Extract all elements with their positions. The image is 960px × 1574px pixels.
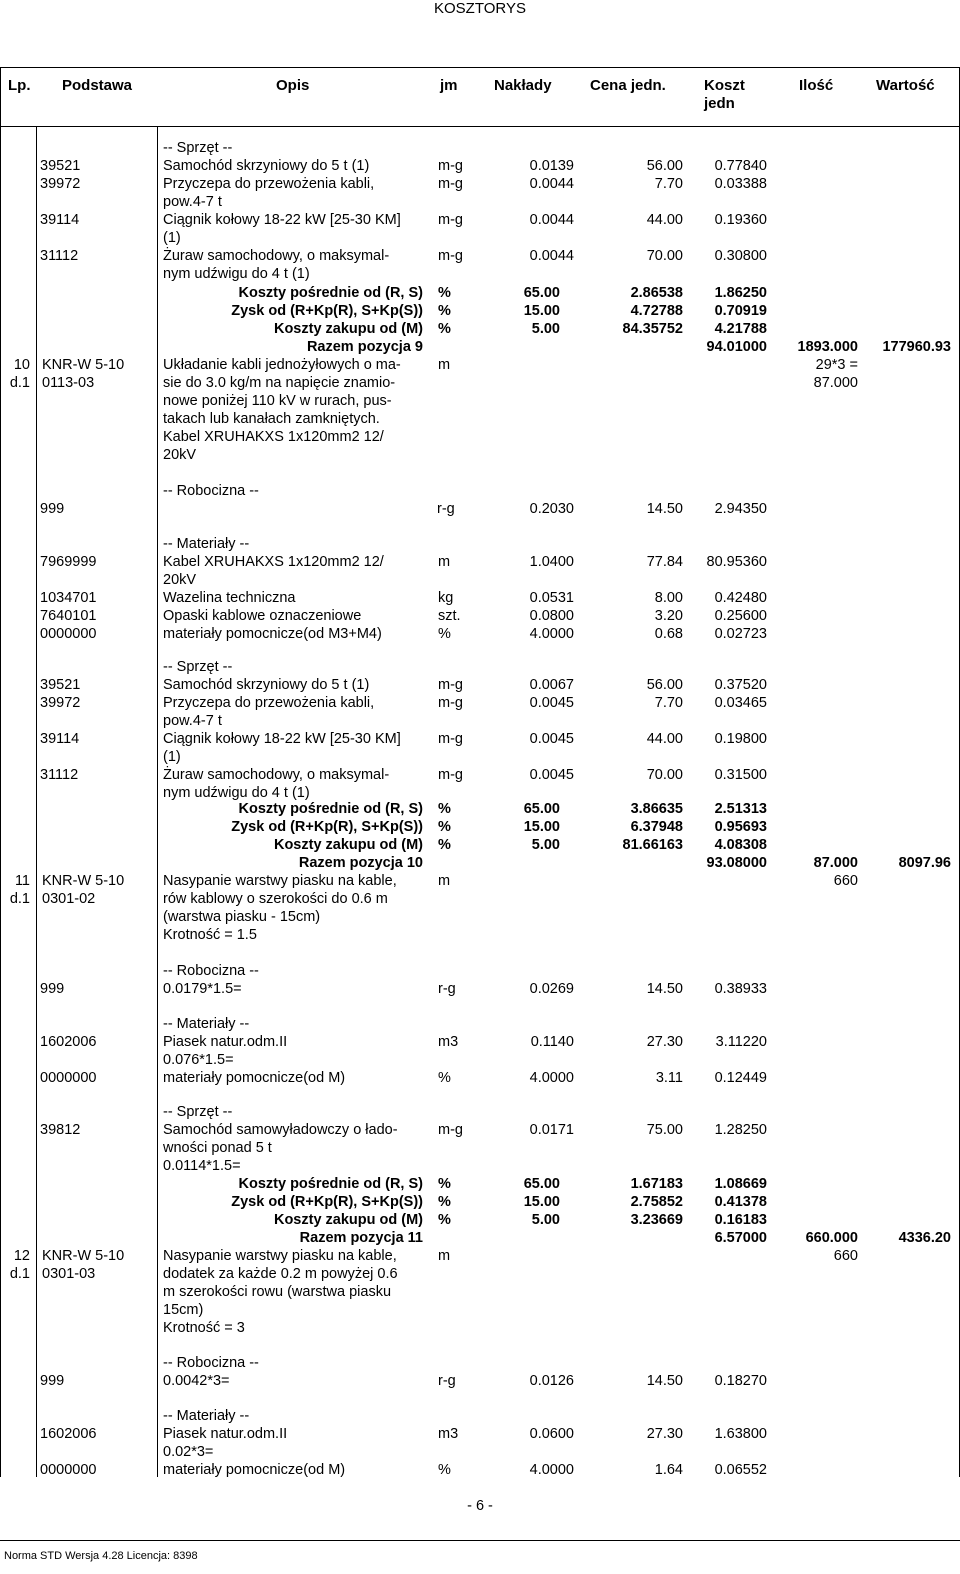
jm: m — [438, 873, 451, 889]
summary-label: Koszty zakupu od (M) — [273, 321, 423, 337]
naklady: 0.1140 — [530, 1034, 574, 1050]
koszt-jedn: 0.38933 — [714, 981, 767, 997]
opis-text: Piasek natur.odm.II — [163, 1426, 288, 1442]
resource-code: 39972 — [40, 176, 81, 192]
section-label: -- Sprzęt -- — [163, 1104, 233, 1120]
opis-text: m szerokości rowu (warstwa piasku — [163, 1284, 392, 1300]
koszt-jedn: 0.25600 — [714, 608, 767, 624]
col-wartosc: Wartość — [876, 77, 935, 94]
jm: % — [438, 837, 451, 853]
koszt-jedn: 2.94350 — [714, 501, 767, 517]
cena-jedn: 3.23669 — [630, 1212, 683, 1228]
koszt-jedn: 0.19800 — [714, 731, 767, 747]
koszt-jedn: 0.31500 — [714, 767, 767, 783]
razem-pozycja: Razem pozycja 9 — [306, 339, 423, 355]
opis-text: Żuraw samochodowy, o maksymal- — [163, 767, 390, 783]
summary-label: Zysk od (R+Kp(R), S+Kp(S)) — [231, 303, 423, 319]
koszt-jedn: 2.51313 — [714, 801, 767, 817]
percent: 65.00 — [523, 285, 560, 301]
koszt-jedn: 0.02723 — [714, 626, 767, 642]
koszt-jedn: 0.03465 — [714, 695, 767, 711]
cena-jedn: 44.00 — [646, 731, 683, 747]
border-lp — [36, 126, 37, 1477]
koszt-jedn: 93.08000 — [706, 855, 767, 871]
opis-text: 20kV — [163, 447, 197, 463]
opis-text: nowe poniżej 110 kV w rurach, pus- — [163, 393, 392, 409]
section-label: -- Materiały -- — [163, 1408, 250, 1424]
opis-text: Kabel XRUHAKXS 1x120mm2 12/ — [163, 554, 384, 570]
resource-code: 39521 — [40, 158, 81, 174]
cena-jedn: 3.20 — [654, 608, 683, 624]
jm: % — [438, 321, 451, 337]
cena-jedn: 77.84 — [646, 554, 683, 570]
jm: % — [438, 1212, 451, 1228]
opis-text: pow.4-7 t — [163, 194, 222, 210]
jm: m-g — [438, 731, 463, 747]
page-number: - 6 - — [467, 1498, 493, 1514]
resource-code: 31112 — [40, 767, 79, 783]
podstawa: 0301-02 — [42, 891, 96, 907]
jm: % — [438, 1194, 451, 1210]
resource-code: 39521 — [40, 677, 81, 693]
naklady: 0.0045 — [529, 731, 574, 747]
resource-code: 1034701 — [40, 590, 97, 606]
opis-text: nym udźwigu do 4 t (1) — [163, 266, 310, 282]
lp-number: d.1 — [9, 891, 30, 907]
cena-jedn: 75.00 — [646, 1122, 683, 1138]
jm: % — [438, 285, 451, 301]
jm: m-g — [438, 767, 463, 783]
wartosc: 177960.93 — [882, 339, 951, 355]
resource-code: 7969999 — [40, 554, 97, 570]
koszt-jedn: 0.41378 — [714, 1194, 767, 1210]
jm: m-g — [438, 677, 463, 693]
ilosc: 660 — [833, 873, 858, 889]
ilosc: 87.000 — [813, 855, 858, 871]
cena-jedn: 7.70 — [654, 176, 683, 192]
border-left — [0, 67, 1, 1477]
naklady: 0.0067 — [529, 677, 574, 693]
cena-jedn: 27.30 — [646, 1426, 683, 1442]
percent: 5.00 — [531, 1212, 560, 1228]
razem-pozycja: Razem pozycja 10 — [298, 855, 423, 871]
koszt-jedn: 0.06552 — [714, 1462, 767, 1478]
opis-text: Żuraw samochodowy, o maksymal- — [163, 248, 390, 264]
resource-code: 7640101 — [40, 608, 97, 624]
col-naklady: Nakłady — [494, 77, 552, 94]
cena-jedn: 8.00 — [654, 590, 683, 606]
opis-text: Kabel XRUHAKXS 1x120mm2 12/ — [163, 429, 384, 445]
resource-code: 999 — [40, 501, 65, 517]
lp-number: 11 — [14, 873, 30, 889]
summary-label: Zysk od (R+Kp(R), S+Kp(S)) — [231, 1194, 423, 1210]
jm: % — [438, 1462, 451, 1478]
col-podstawa: Podstawa — [62, 77, 133, 94]
naklady: 0.0269 — [529, 981, 574, 997]
opis-text: Samochód skrzyniowy do 5 t (1) — [163, 158, 370, 174]
jm: szt. — [438, 608, 461, 624]
jm: r-g — [437, 501, 455, 517]
resource-code: 39972 — [40, 695, 81, 711]
opis-text: pow.4-7 t — [163, 713, 222, 729]
opis-text: Przyczepa do przewożenia kabli, — [163, 176, 375, 192]
resource-code: 1602006 — [40, 1034, 97, 1050]
naklady: 0.0045 — [529, 695, 574, 711]
jm: % — [438, 303, 451, 319]
resource-code: 0000000 — [40, 1462, 97, 1478]
jm: m-g — [438, 695, 463, 711]
naklady: 0.0800 — [529, 608, 574, 624]
koszt-jedn: 0.12449 — [714, 1070, 767, 1086]
opis-text: (1) — [163, 230, 181, 246]
jm: m3 — [438, 1426, 459, 1442]
lp-number: d.1 — [9, 375, 30, 391]
resource-code: 1602006 — [40, 1426, 97, 1442]
summary-label: Koszty pośrednie od (R, S) — [238, 801, 423, 817]
cena-jedn: 2.75852 — [630, 1194, 683, 1210]
koszt-jedn: 80.95360 — [706, 554, 767, 570]
podstawa: KNR-W 5-10 — [42, 1248, 125, 1264]
section-label: -- Robocizna -- — [163, 963, 259, 979]
border-podstawa — [157, 126, 158, 1477]
koszt-jedn: 1.28250 — [714, 1122, 767, 1138]
opis-text: materiały pomocnicze(od M3+M4) — [163, 626, 382, 642]
cena-jedn: 2.86538 — [630, 285, 683, 301]
summary-label: Koszty pośrednie od (R, S) — [238, 1176, 423, 1192]
jm: m-g — [438, 248, 463, 264]
naklady: 4.0000 — [529, 626, 574, 642]
koszt-jedn: 6.57000 — [714, 1230, 767, 1246]
resource-code: 39114 — [40, 212, 80, 228]
resource-code: 39812 — [40, 1122, 81, 1138]
opis-text: Piasek natur.odm.II — [163, 1034, 288, 1050]
naklady: 1.0400 — [529, 554, 574, 570]
opis-text: Krotność = 1.5 — [163, 927, 257, 943]
koszt-jedn: 0.70919 — [714, 303, 767, 319]
jm: m-g — [438, 212, 463, 228]
cena-jedn: 14.50 — [646, 501, 683, 517]
cena-jedn: 3.11 — [655, 1070, 683, 1086]
jm: r-g — [438, 1373, 456, 1389]
cena-jedn: 81.66163 — [622, 837, 683, 853]
section-label: -- Materiały -- — [163, 536, 250, 552]
resource-code: 999 — [40, 981, 65, 997]
cena-jedn: 84.35752 — [622, 321, 683, 337]
opis-text: Nasypanie warstwy piasku na kable, — [163, 1248, 397, 1264]
naklady: 0.0600 — [529, 1426, 574, 1442]
ilosc: 87.000 — [813, 375, 858, 391]
col-koszt: Koszt — [704, 77, 745, 94]
cena-jedn: 44.00 — [646, 212, 683, 228]
section-label: -- Materiały -- — [163, 1016, 250, 1032]
lp-number: 10 — [13, 357, 30, 373]
summary-label: Koszty zakupu od (M) — [273, 1212, 423, 1228]
ilosc: 1893.000 — [797, 339, 858, 355]
podstawa: KNR-W 5-10 — [42, 357, 125, 373]
cena-jedn: 70.00 — [646, 248, 683, 264]
resource-code: 0000000 — [40, 1070, 97, 1086]
percent: 65.00 — [523, 1176, 560, 1192]
section-label: -- Robocizna -- — [163, 1355, 259, 1371]
koszt-jedn: 0.42480 — [714, 590, 767, 606]
koszt-jedn: 94.01000 — [706, 339, 767, 355]
jm: m-g — [438, 1122, 463, 1138]
section-label: -- Robocizna -- — [163, 483, 259, 499]
opis-text: Nasypanie warstwy piasku na kable, — [163, 873, 397, 889]
opis-text: Ciągnik kołowy 18-22 kW [25-30 KM] — [163, 212, 401, 228]
ilosc: 660.000 — [805, 1230, 858, 1246]
koszt-jedn: 0.95693 — [714, 819, 767, 835]
percent: 65.00 — [523, 801, 560, 817]
percent: 15.00 — [523, 303, 560, 319]
header-bottom-border — [0, 126, 960, 127]
cena-jedn: 14.50 — [646, 981, 683, 997]
opis-text: takach lub kanałach zamkniętych. — [163, 411, 380, 427]
opis-text: 15cm) — [163, 1302, 204, 1318]
jm: m — [438, 1248, 451, 1264]
col-ilosc: Ilość — [799, 77, 834, 94]
opis-text: Krotność = 3 — [163, 1320, 245, 1336]
opis-text: materiały pomocnicze(od M) — [163, 1462, 346, 1478]
opis-text: dodatek za każde 0.2 m powyżej 0.6 — [163, 1266, 398, 1282]
jm: m — [438, 554, 451, 570]
col-lp: Lp. — [8, 77, 31, 94]
koszt-jedn: 0.16183 — [714, 1212, 767, 1228]
opis-text: (warstwa piasku - 15cm) — [163, 909, 321, 925]
document-title: KOSZTORYS — [434, 0, 526, 17]
cena-jedn: 1.67183 — [630, 1176, 683, 1192]
podstawa: KNR-W 5-10 — [42, 873, 125, 889]
opis-text: Układanie kabli jednożyłowych o ma- — [163, 357, 401, 373]
lp-number: d.1 — [9, 1266, 30, 1282]
naklady: 4.0000 — [529, 1070, 574, 1086]
koszt-jedn: 0.19360 — [714, 212, 767, 228]
summary-label: Koszty zakupu od (M) — [273, 837, 423, 853]
jm: m — [438, 357, 451, 373]
naklady: 0.0531 — [529, 590, 574, 606]
cena-jedn: 56.00 — [646, 677, 683, 693]
podstawa: 0113-03 — [42, 375, 95, 391]
koszt-jedn: 0.77840 — [714, 158, 767, 174]
jm: % — [438, 626, 451, 642]
naklady: 0.0171 — [529, 1122, 574, 1138]
wartosc: 8097.96 — [898, 855, 951, 871]
footer-line — [0, 1540, 960, 1541]
ilosc: 660 — [833, 1248, 858, 1264]
opis-text: 0.0179*1.5= — [163, 981, 242, 997]
jm: m-g — [438, 176, 463, 192]
opis-text: (1) — [163, 749, 181, 765]
koszt-jedn: 0.03388 — [714, 176, 767, 192]
koszt-jedn: 0.37520 — [714, 677, 767, 693]
cena-jedn: 27.30 — [646, 1034, 683, 1050]
opis-text: 0.0114*1.5= — [163, 1158, 241, 1174]
summary-label: Zysk od (R+Kp(R), S+Kp(S)) — [231, 819, 423, 835]
koszt-jedn: 1.08669 — [714, 1176, 767, 1192]
ilosc: 29*3 = — [815, 357, 858, 373]
koszt-jedn: 3.11220 — [715, 1034, 767, 1050]
jm: m3 — [438, 1034, 459, 1050]
jm: % — [438, 1070, 451, 1086]
section-label: -- Sprzęt -- — [163, 659, 233, 675]
section-label: -- Sprzęt -- — [163, 140, 233, 156]
opis-text: wności ponad 5 t — [163, 1140, 272, 1156]
opis-text: Opaski kablowe oznaczeniowe — [163, 608, 362, 624]
naklady: 0.0139 — [529, 158, 574, 174]
resource-code: 999 — [40, 1373, 65, 1389]
col-cena: Cena jedn. — [590, 77, 666, 94]
jm: % — [438, 801, 451, 817]
cena-jedn: 7.70 — [654, 695, 683, 711]
opis-text: 0.02*3= — [163, 1444, 214, 1460]
percent: 15.00 — [523, 1194, 560, 1210]
koszt-jedn: 4.08308 — [714, 837, 767, 853]
wartosc: 4336.20 — [898, 1230, 951, 1246]
table-top-border — [0, 67, 960, 68]
naklady: 0.0044 — [529, 248, 574, 264]
cena-jedn: 14.50 — [646, 1373, 683, 1389]
jm: % — [438, 819, 451, 835]
opis-text: 0.0042*3= — [163, 1373, 230, 1389]
percent: 15.00 — [523, 819, 560, 835]
jm: m-g — [438, 158, 463, 174]
koszt-jedn: 1.86250 — [714, 285, 767, 301]
naklady: 0.0045 — [529, 767, 574, 783]
opis-text: Samochód samowyładowczy o łado- — [163, 1122, 398, 1138]
cena-jedn: 3.86635 — [630, 801, 683, 817]
koszt-jedn: 0.30800 — [714, 248, 767, 264]
opis-text: materiały pomocnicze(od M) — [163, 1070, 346, 1086]
jm: r-g — [438, 981, 456, 997]
cena-jedn: 70.00 — [646, 767, 683, 783]
naklady: 0.0044 — [529, 176, 574, 192]
koszt-jedn: 4.21788 — [714, 321, 767, 337]
software-info: Norma STD Wersja 4.28 Licencja: 8398 — [4, 1550, 198, 1562]
naklady: 0.0044 — [529, 212, 574, 228]
koszt-jedn: 0.18270 — [714, 1373, 767, 1389]
col-jm: jm — [440, 77, 458, 94]
opis-text: Ciągnik kołowy 18-22 kW [25-30 KM] — [163, 731, 401, 747]
opis-text: 20kV — [163, 572, 197, 588]
lp-number: 12 — [13, 1248, 30, 1264]
podstawa: 0301-03 — [42, 1266, 96, 1282]
cena-jedn: 6.37948 — [630, 819, 683, 835]
resource-code: 39114 — [40, 731, 80, 747]
cena-jedn: 0.68 — [654, 626, 683, 642]
opis-text: rów kablowy o szerokości do 0.6 m — [163, 891, 388, 907]
summary-label: Koszty pośrednie od (R, S) — [238, 285, 423, 301]
opis-text: 0.076*1.5= — [163, 1052, 234, 1068]
col-opis: Opis — [276, 77, 310, 94]
cena-jedn: 1.64 — [654, 1462, 683, 1478]
opis-text: nym udźwigu do 4 t (1) — [163, 785, 310, 801]
razem-pozycja: Razem pozycja 11 — [299, 1230, 423, 1246]
cena-jedn: 4.72788 — [630, 303, 683, 319]
opis-text: Samochód skrzyniowy do 5 t (1) — [163, 677, 370, 693]
opis-text: Wazelina techniczna — [163, 590, 296, 606]
cena-jedn: 56.00 — [646, 158, 683, 174]
resource-code: 0000000 — [40, 626, 97, 642]
naklady: 0.2030 — [529, 501, 574, 517]
jm: % — [438, 1176, 451, 1192]
opis-text: Przyczepa do przewożenia kabli, — [163, 695, 375, 711]
opis-text: sie do 3.0 kg/m na napięcie znamio- — [163, 375, 396, 391]
col-koszt-jedn: jedn — [704, 95, 735, 112]
resource-code: 31112 — [40, 248, 79, 264]
percent: 5.00 — [531, 321, 560, 337]
naklady: 0.0126 — [529, 1373, 574, 1389]
jm: kg — [438, 590, 454, 606]
percent: 5.00 — [531, 837, 560, 853]
naklady: 4.0000 — [529, 1462, 574, 1478]
koszt-jedn: 1.63800 — [714, 1426, 767, 1442]
